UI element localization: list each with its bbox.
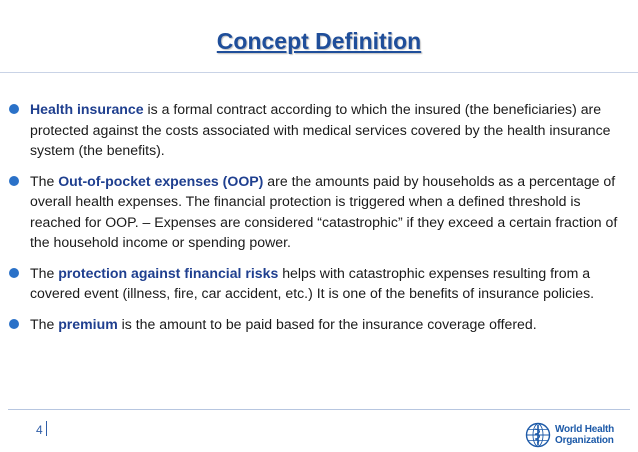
title-divider xyxy=(0,72,638,73)
bullet-text: is a formal contract according to which the insured (the beneficiaries) are protected against the costs associated with medical services covered by the health insurance system (the benefits). xyxy=(30,101,611,158)
bullet-list xyxy=(8,99,632,344)
bullet-dot-icon xyxy=(9,104,19,114)
bullet-keyword: Out-of-pocket expenses (OOP) xyxy=(58,172,264,189)
slide-title: Concept Definition xyxy=(216,28,422,54)
page-number: 4 xyxy=(36,423,43,437)
footer-divider xyxy=(8,409,630,410)
who-emblem-icon xyxy=(525,422,551,448)
bullet-dot-icon xyxy=(9,176,19,186)
bullet-text: are the amounts paid by households as a percentage of overall health expenses. The financial protection is triggered when a defined threshold is reached for OOP. – Expenses are considered “catastrophic” if they exceed a certain fraction of the household income or spending power. xyxy=(30,172,618,250)
bullet-item xyxy=(8,171,632,253)
logo-line-2: Organization xyxy=(555,435,614,446)
bullet-keyword: premium xyxy=(58,315,118,332)
bullet-item xyxy=(8,99,632,161)
bullet-keyword: Health insurance xyxy=(30,101,144,117)
bullet-pre: The xyxy=(30,315,59,332)
page-number-separator xyxy=(46,421,47,436)
bullet-item xyxy=(8,314,632,335)
bullet-dot-icon xyxy=(9,268,19,278)
who-wordmark xyxy=(555,424,614,446)
logo-line-1: World Health xyxy=(555,424,615,435)
bullet-dot-icon xyxy=(9,319,19,329)
bullet-item xyxy=(8,263,632,304)
bullet-text: is the amount to be paid based for the insurance coverage offered. xyxy=(117,315,537,332)
who-logo xyxy=(525,421,635,449)
bullet-pre: The xyxy=(30,264,59,281)
bullet-keyword: protection against financial risks xyxy=(58,264,279,281)
bullet-pre: The xyxy=(30,172,59,189)
bullet-text: helps with catastrophic expenses resulting from a covered event (illness, fire, car accident, etc.) It is one of the benefits of insurance policies. xyxy=(30,264,595,301)
